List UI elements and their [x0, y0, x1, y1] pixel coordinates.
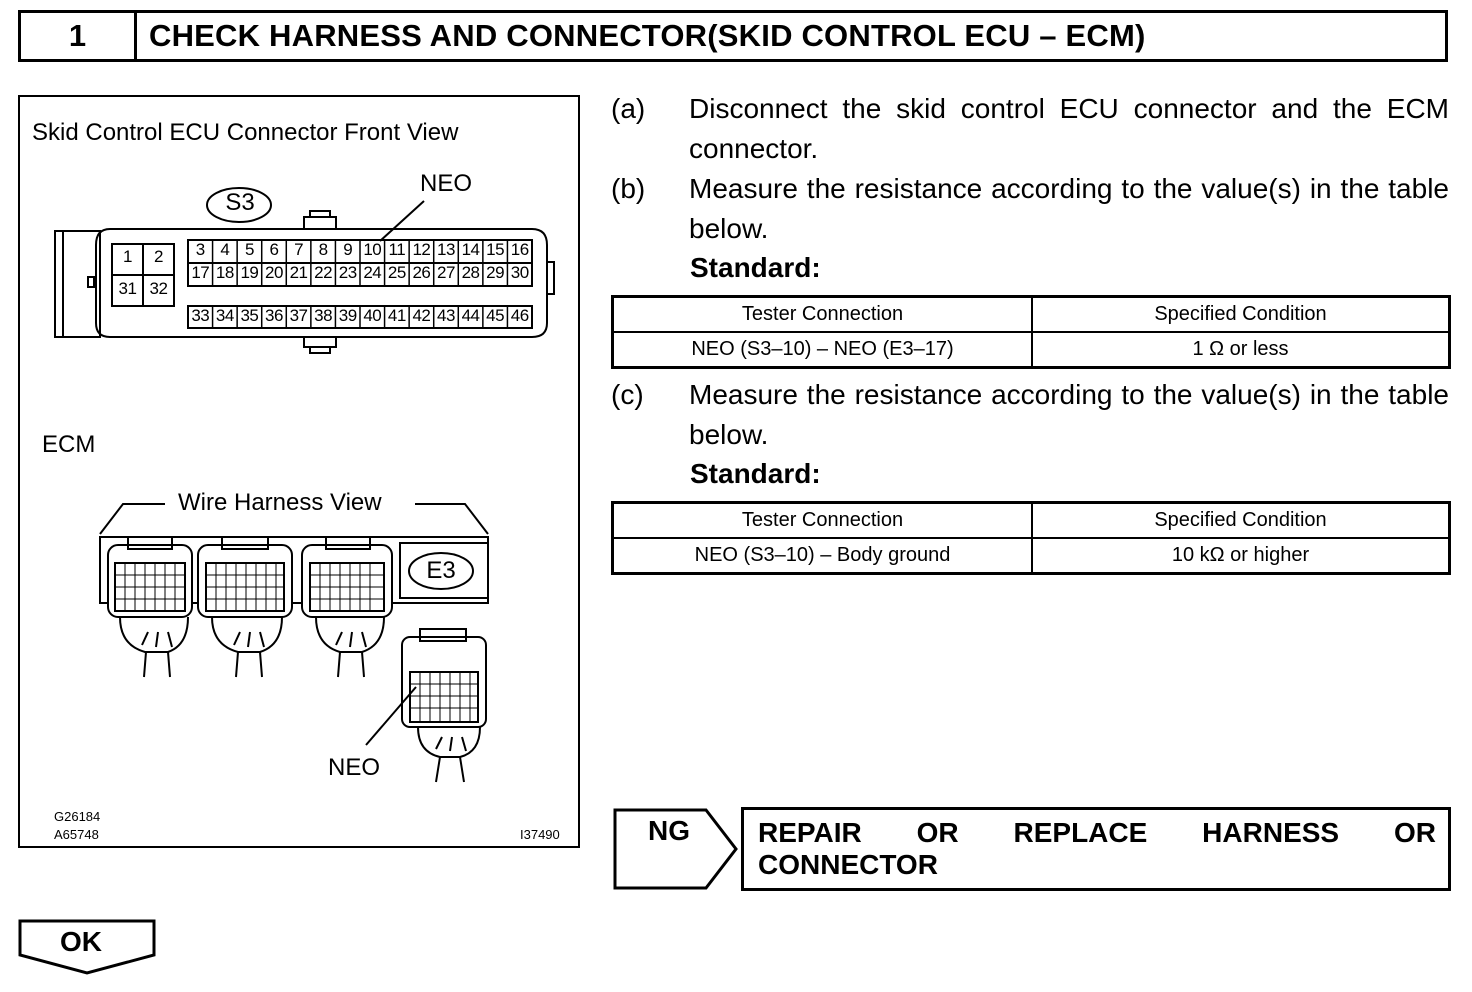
pin-number: 3 — [195, 240, 205, 259]
figure-title: Skid Control ECU Connector Front View — [32, 119, 459, 146]
pin-number: 30 — [510, 263, 529, 282]
pin-number: 35 — [240, 306, 259, 325]
spec-table-1 — [611, 295, 1451, 369]
step-b-text: Measure the resistance according to the value(s) in the table below. — [689, 173, 1449, 244]
pin-number: 15 — [486, 240, 505, 259]
ng-result-box: REPAIR OR REPLACE HARNESS OR CONNECTOR — [741, 807, 1451, 891]
connector-id-e3: E3 — [426, 557, 456, 584]
table-cell: 10 kΩ or higher — [1032, 538, 1450, 574]
pin-number: 28 — [461, 263, 480, 282]
figure-code-3: I37490 — [520, 827, 560, 842]
pin-number: 7 — [294, 240, 304, 259]
pin-number: 11 — [388, 240, 406, 259]
ecm-connector-1 — [108, 537, 192, 677]
pin-number: 36 — [265, 306, 283, 325]
ok-label: OK — [60, 926, 102, 957]
table-cell: 1 Ω or less — [1032, 332, 1450, 368]
pin-number: 32 — [149, 279, 168, 298]
step-a — [611, 89, 1453, 171]
table-row — [613, 332, 1450, 368]
connector-id-s3: S3 — [225, 189, 255, 216]
pin-number: 26 — [412, 263, 431, 282]
neo-label-top: NEO — [420, 170, 473, 197]
pin-number: 38 — [314, 306, 333, 325]
step-a-label: (a) — [611, 93, 646, 124]
standard-label-2: Standard: — [690, 458, 821, 489]
table-header-cell: Specified Condition — [1032, 503, 1450, 539]
step-c-label: (c) — [611, 379, 644, 410]
pin-number: 29 — [486, 263, 505, 282]
table-header-cell: Specified Condition — [1032, 297, 1450, 333]
pin-number: 43 — [437, 306, 455, 325]
pin-number: 1 — [123, 247, 132, 266]
table-header-cell: Tester Connection — [613, 503, 1033, 539]
spec-table-2 — [611, 501, 1451, 575]
step-c — [611, 375, 1453, 457]
pin-number: 21 — [289, 263, 308, 282]
ecm-connector-2 — [198, 537, 292, 677]
pin-number: 5 — [244, 240, 254, 259]
step-title: CHECK HARNESS AND CONNECTOR(SKID CONTROL ECU – ECM) — [149, 18, 1146, 53]
pin-number: 10 — [363, 240, 382, 259]
neo-leader-top — [380, 201, 424, 241]
pin-number: 4 — [220, 240, 230, 259]
wire-harness-view-label: Wire Harness View — [178, 489, 382, 516]
separated-ecm-connector — [402, 629, 486, 782]
table-row — [613, 538, 1450, 574]
connector-drawing — [20, 97, 582, 850]
pin-number: 9 — [343, 240, 353, 259]
pin-number: 31 — [118, 279, 137, 298]
table-cell: NEO (S3–10) – Body ground — [613, 538, 1033, 574]
pin-number: 22 — [314, 263, 333, 282]
pin-number: 42 — [412, 306, 431, 325]
pin-number: 33 — [191, 306, 210, 325]
table-header-cell: Tester Connection — [613, 297, 1033, 333]
pin-number: 27 — [437, 263, 455, 282]
pin-number: 8 — [318, 240, 328, 259]
pin-number: 37 — [289, 306, 308, 325]
step-number: 1 — [21, 13, 137, 59]
pin-number: 39 — [338, 306, 357, 325]
figure-code-2: A65748 — [54, 827, 99, 842]
step-a-text: Disconnect the skid control ECU connector and the ECM connector. — [689, 93, 1449, 164]
step-b — [611, 169, 1453, 251]
pin-number: 19 — [240, 263, 259, 282]
ecm-harness-drawing — [100, 504, 488, 782]
bottom-latch — [304, 337, 336, 347]
pin-number: 40 — [363, 306, 382, 325]
ng-arrow — [612, 807, 742, 891]
figure-code-1: G26184 — [54, 809, 101, 824]
pin-number: 34 — [215, 306, 234, 325]
neo-label-bottom: NEO — [328, 754, 381, 781]
step-header — [18, 10, 1448, 62]
pin-number: 24 — [363, 263, 382, 282]
pin-number: 41 — [387, 306, 406, 325]
pin-number: 44 — [461, 306, 480, 325]
connector-illustration — [18, 95, 580, 848]
pin-number: 45 — [486, 306, 505, 325]
table-cell: NEO (S3–10) – NEO (E3–17) — [613, 332, 1033, 368]
pin-number: 13 — [437, 240, 455, 259]
table-header-row — [613, 297, 1450, 333]
pin-number: 18 — [215, 263, 234, 282]
pin-number: 2 — [154, 247, 163, 266]
step-b-label: (b) — [611, 173, 646, 204]
pin-number: 17 — [191, 263, 210, 282]
pin-number: 46 — [510, 306, 529, 325]
pin-number: 20 — [265, 263, 283, 282]
pin-number: 6 — [269, 240, 279, 259]
pin-number: 25 — [387, 263, 406, 282]
pin-number: 12 — [412, 240, 431, 259]
step-c-text: Measure the resistance according to the value(s) in the table below. — [689, 379, 1449, 450]
pin-number: 23 — [338, 263, 357, 282]
ecm-connector-3 — [302, 537, 392, 677]
pin-number: 14 — [461, 240, 480, 259]
ecm-label: ECM — [42, 431, 96, 458]
pin-number: 16 — [510, 240, 529, 259]
standard-label-1: Standard: — [690, 252, 821, 283]
table-header-row — [613, 503, 1450, 539]
ok-arrow — [18, 919, 156, 975]
ng-label: NG — [648, 815, 690, 846]
